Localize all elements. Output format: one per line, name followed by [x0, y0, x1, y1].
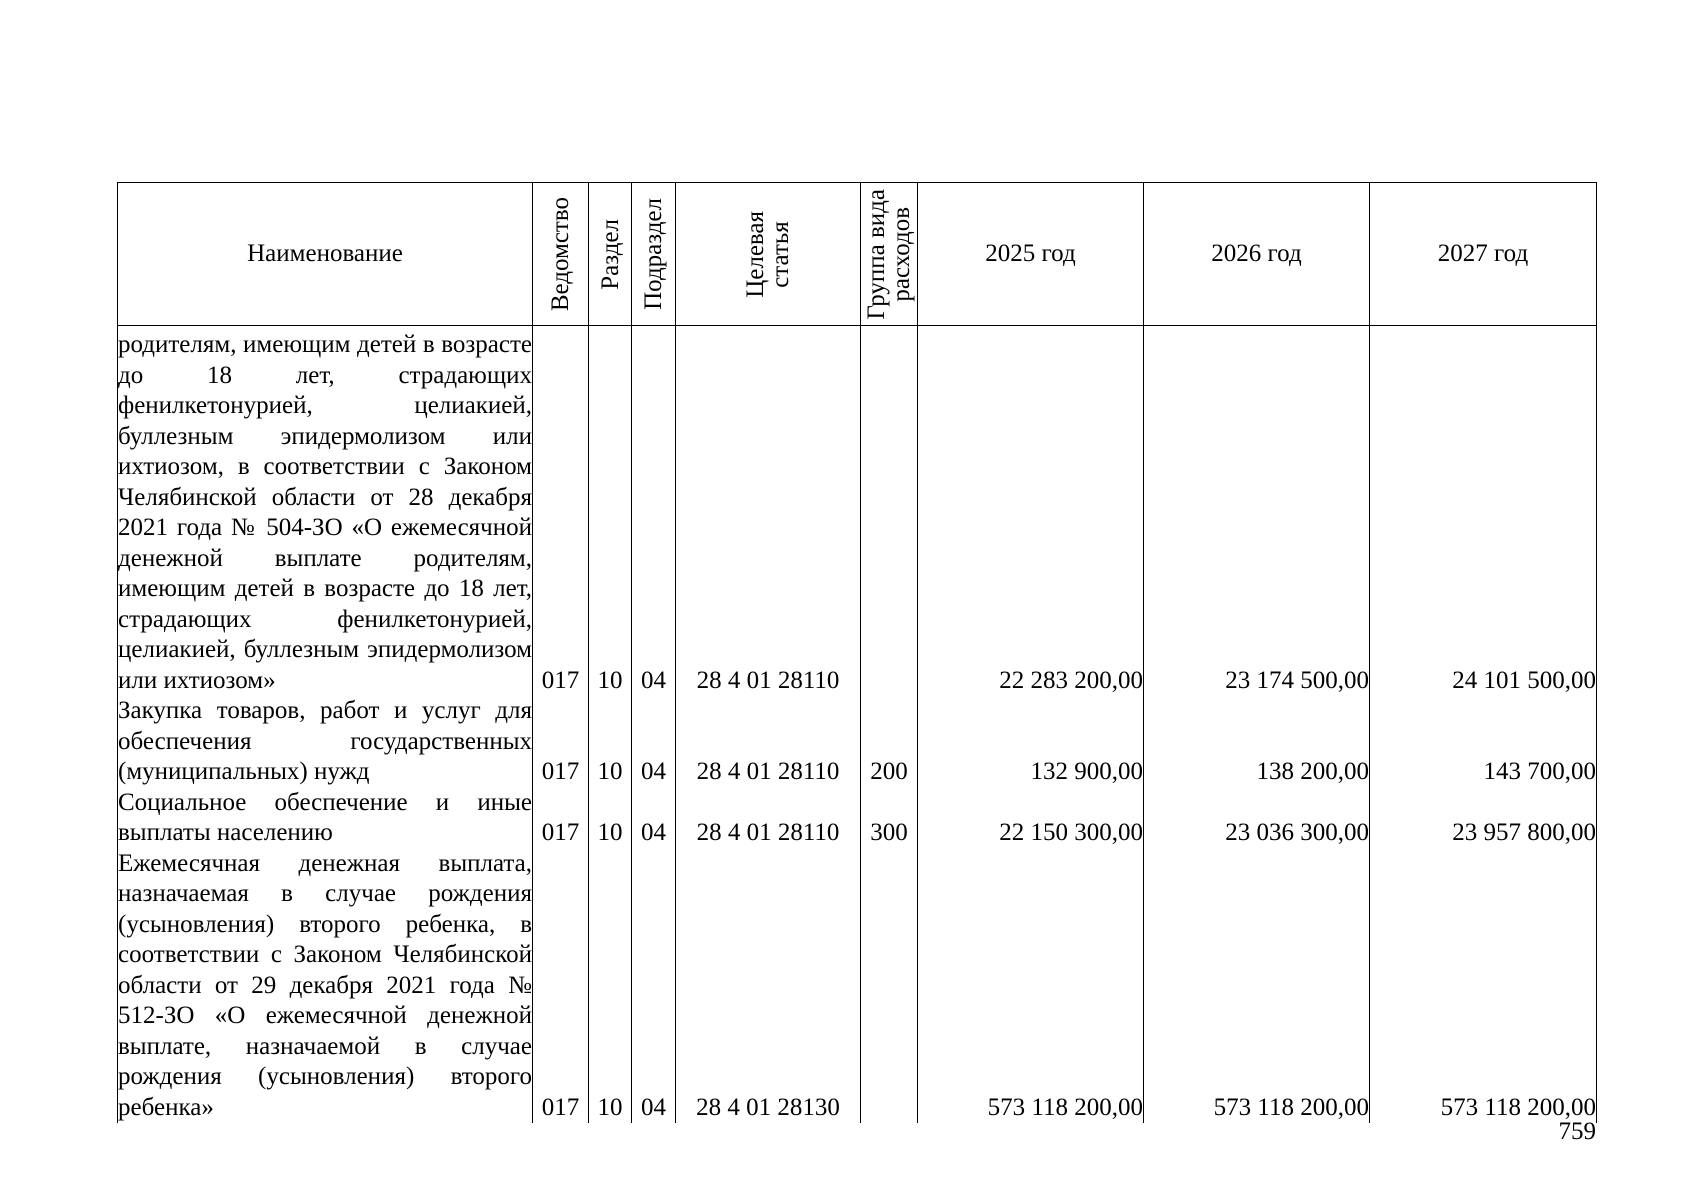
row-razdel: 10 [589, 849, 632, 1124]
row-podrazdel: 04 [632, 326, 676, 697]
header-vedomstvo: Ведомство [533, 183, 589, 326]
header-2025: 2025 год [918, 183, 1144, 326]
row-2027: 143 700,00 [1370, 696, 1597, 788]
table-row [118, 326, 1597, 697]
row-podrazdel: 04 [632, 849, 676, 1124]
header-celevaya-statya: Целевая статья [676, 183, 861, 326]
header-name: Наименование [118, 183, 533, 326]
row-gruppa [861, 326, 918, 697]
row-2027: 24 101 500,00 [1370, 326, 1597, 697]
row-razdel: 10 [589, 696, 632, 788]
row-2027: 23 957 800,00 [1370, 788, 1597, 849]
header-2026: 2026 год [1144, 183, 1370, 326]
page-number: 759 [1558, 1118, 1596, 1145]
row-2025: 22 150 300,00 [918, 788, 1144, 849]
header-gruppa-vida-rashodov: Группа вида расходов [861, 183, 918, 326]
budget-sheet [117, 182, 1596, 1123]
row-2025: 22 283 200,00 [918, 326, 1144, 697]
row-name: Закупка товаров, работ и услуг для обеспечения государственных (муниципальных) нужд [118, 696, 533, 788]
header-podrazdel: Подраздел [632, 183, 676, 326]
row-razdel: 10 [589, 326, 632, 697]
row-celevaya: 28 4 01 28110 [676, 326, 861, 697]
row-name: Социальное обеспечение и иные выплаты населению [118, 788, 533, 849]
row-celevaya: 28 4 01 28130 [676, 849, 861, 1124]
table-row [118, 696, 1597, 788]
header-razdel: Раздел [589, 183, 632, 326]
table-row [118, 788, 1597, 849]
header-2027: 2027 год [1370, 183, 1597, 326]
row-gruppa: 200 [861, 696, 918, 788]
row-2026: 23 174 500,00 [1144, 326, 1370, 697]
row-razdel: 10 [589, 788, 632, 849]
row-name: родителям, имеющим детей в возрасте до 18 лет, страдающих фенилкетонурией, целиакией, буллезным эпидермолизом или ихтиозом, в соответствии с Законом Челябинской области от 28 декабря 2021 года № 504-ЗО «О ежемесячной денежной выплате родителям, имеющим детей в возрасте до 18 лет, страдающих фенилкетонурией, целиакией, буллезным эпидермолизом или ихтиозом» [118, 326, 533, 697]
row-gruppa [861, 849, 918, 1124]
budget-table [117, 182, 1597, 1123]
row-vedomstvo: 017 [533, 849, 589, 1124]
row-2027: 573 118 200,00 [1370, 849, 1597, 1124]
row-celevaya: 28 4 01 28110 [676, 696, 861, 788]
row-podrazdel: 04 [632, 788, 676, 849]
row-2026: 138 200,00 [1144, 696, 1370, 788]
row-vedomstvo: 017 [533, 326, 589, 697]
row-vedomstvo: 017 [533, 788, 589, 849]
row-2025: 573 118 200,00 [918, 849, 1144, 1124]
row-vedomstvo: 017 [533, 696, 589, 788]
row-podrazdel: 04 [632, 696, 676, 788]
row-2026: 23 036 300,00 [1144, 788, 1370, 849]
row-name: Ежемесячная денежная выплата, назначаемая в случае рождения (усыновления) второго ребенка, в соответствии с Законом Челябинской области от 29 декабря 2021 года № 512-ЗО «О ежемесячной денежной выплате, назначаемой в случае рождения (усыновления) второго ребенка» [118, 849, 533, 1124]
row-2026: 573 118 200,00 [1144, 849, 1370, 1124]
row-gruppa: 300 [861, 788, 918, 849]
row-2025: 132 900,00 [918, 696, 1144, 788]
table-row [118, 849, 1597, 1124]
row-celevaya: 28 4 01 28110 [676, 788, 861, 849]
header-row [118, 183, 1597, 326]
